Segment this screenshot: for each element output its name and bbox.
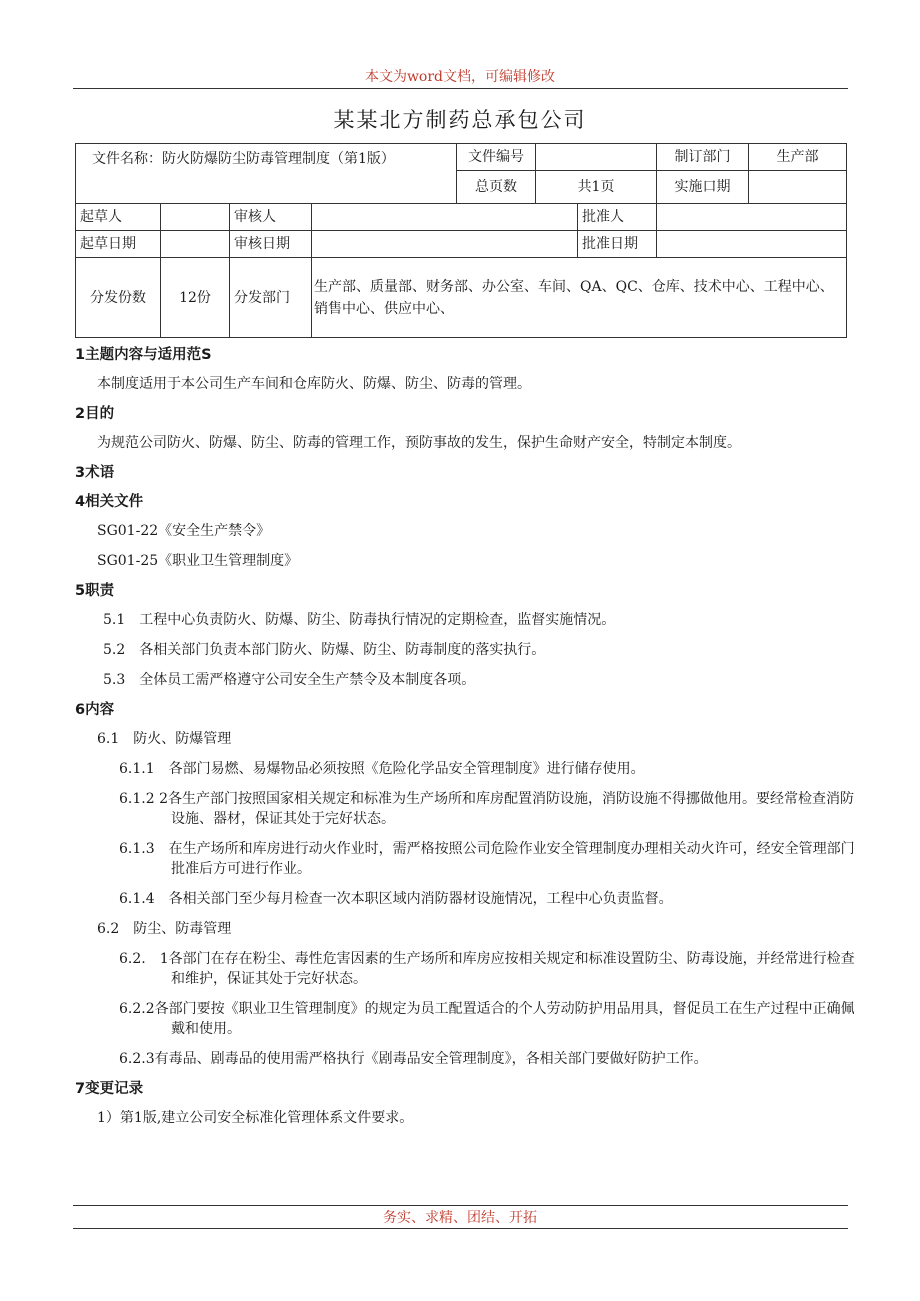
pages-value: 共1页 xyxy=(536,171,657,204)
doc-no-label: 文件编号 xyxy=(457,144,536,171)
footer-slogan: 务实、求精、团结、开拓 xyxy=(383,1210,537,1226)
footer-bottom-divider xyxy=(73,1228,848,1229)
section-1-title: 1主题内容与适用范S xyxy=(75,347,212,363)
section-5-1: 5.1 工程中心负责防火、防爆、防尘、防毒执行情况的定期检查，监督实施情况。 xyxy=(103,612,616,628)
copies-value: 12份 xyxy=(161,258,230,338)
impl-date-label: 实施口期 xyxy=(657,171,749,204)
header-note: 本文为word文档，可编辑修改 xyxy=(364,69,556,85)
section-6-1: 6.1 防火、防爆管理 xyxy=(97,731,232,747)
reviewer-value xyxy=(312,204,578,231)
document-body xyxy=(75,345,855,1138)
draft-date-value xyxy=(161,231,230,258)
approver-value xyxy=(657,204,847,231)
footer-divider xyxy=(73,1205,848,1206)
section-5-3: 5.3 全体员工需严格遵守公司安全生产禁令及本制度各项。 xyxy=(103,672,476,688)
section-6-2: 6.2 防尘、防毒管理 xyxy=(97,921,232,937)
dept-label: 制订部门 xyxy=(657,144,749,171)
section-6-2-2: 6.2.2各部门要按《职业卫生管理制度》的规定为员工配置适合的个人劳动防护用品用具，督促员工在生产过程中正确佩戴和使用。 xyxy=(119,1001,855,1037)
review-date-value xyxy=(312,231,578,258)
section-7-1: 1）第1版,建立公司安全标准化管理体系文件要求。 xyxy=(97,1110,414,1126)
section-6-2-1: 6.2. 1各部门在存在粉尘、毒性危害因素的生产场所和库房应按相关规定和标准设置防尘、防毒设施，并经常进行检查和维护，保证其处于完好状态。 xyxy=(119,951,855,987)
section-7-title: 7变更记录 xyxy=(75,1081,144,1097)
section-4-ref-2: SG01-25《职业卫生管理制度》 xyxy=(97,553,299,569)
section-5-2: 5.2 各相关部门负责本部门防火、防爆、防尘、防毒制度的落实执行。 xyxy=(103,642,546,658)
pages-label: 总页数 xyxy=(457,171,536,204)
drafter-value xyxy=(161,204,230,231)
company-title: 某某北方制药总承包公司 xyxy=(333,108,587,132)
draft-date-label: 起草日期 xyxy=(76,231,161,258)
review-date-label: 审核日期 xyxy=(230,231,312,258)
section-1-text: 本制度适用于本公司生产车间和仓库防火、防爆、防尘、防毒的管理。 xyxy=(97,376,531,392)
impl-date-value xyxy=(749,171,847,204)
approve-date-label: 批准日期 xyxy=(578,231,657,258)
section-6-1-1: 6.1.1 各部门易燃、易爆物品必须按照《危险化学品安全管理制度》进行储存使用。 xyxy=(119,761,645,777)
section-4-ref-1: SG01-22《安全生产禁令》 xyxy=(97,523,271,539)
section-2-text: 为规范公司防火、防爆、防尘、防毒的管理工作，预防事故的发生，保护生命财产安全，特制定本制度。 xyxy=(97,435,741,451)
dist-dept-label: 分发部门 xyxy=(230,258,312,338)
section-6-1-4: 6.1.4 各相关部门至少每月检查一次本职区域内消防器材设施情况，工程中心负责监督。 xyxy=(119,891,673,907)
section-3-title: 3术语 xyxy=(75,465,115,481)
section-6-title: 6内容 xyxy=(75,702,115,718)
dist-dept-value: 生产部、质量部、财务部、办公室、车间、QA、QC、仓库、技术中心、工程中心、销售中心、供应中心、 xyxy=(312,258,847,338)
section-6-2-3: 6.2.3有毒品、剧毒品的使用需严格执行《剧毒品安全管理制度》，各相关部门要做好防护工作。 xyxy=(119,1051,708,1067)
section-4-title: 4相关文件 xyxy=(75,494,144,510)
dept-value: 生产部 xyxy=(749,144,847,171)
approve-date-value xyxy=(657,231,847,258)
doc-name-cell: 文件名称：防火防爆防尘防毒管理制度（第1版） xyxy=(76,144,457,204)
section-2-title: 2目的 xyxy=(75,406,115,422)
section-6-1-2: 6.1.2 2各生产部门按照国家相关规定和标准为生产场所和库房配置消防设施，消防设施不得挪做他用。要经常检查消防设施、器材，保证其处于完好状态。 xyxy=(119,791,854,827)
copies-label: 分发份数 xyxy=(76,258,161,338)
reviewer-label: 审核人 xyxy=(230,204,312,231)
section-6-1-3: 6.1.3 在生产场所和库房进行动火作业时，需严格按照公司危险作业安全管理制度办理相关动火许可，经安全管理部门批准后方可进行作业。 xyxy=(119,841,855,877)
approver-label: 批准人 xyxy=(578,204,657,231)
document-info-table xyxy=(75,143,847,338)
drafter-label: 起草人 xyxy=(76,204,161,231)
doc-no-value xyxy=(536,144,657,171)
header-divider xyxy=(73,88,848,89)
section-5-title: 5职责 xyxy=(75,583,115,599)
